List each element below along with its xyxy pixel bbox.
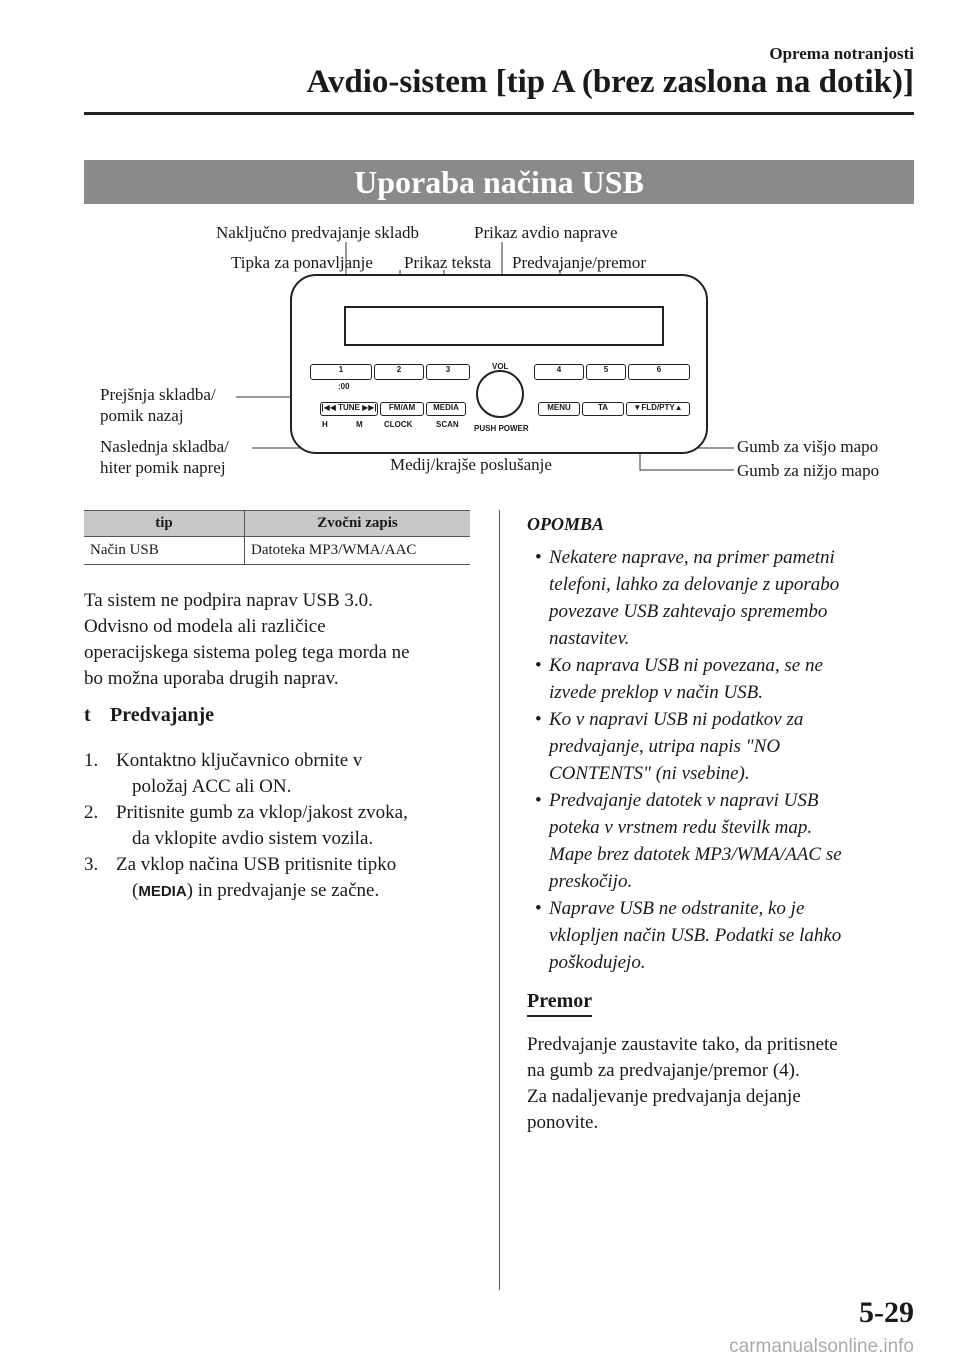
label-prev-track-2: pomik nazaj bbox=[100, 406, 184, 425]
pause-heading-underline bbox=[527, 1015, 592, 1017]
m-label: M bbox=[356, 420, 363, 429]
vol-label: VOL bbox=[492, 362, 509, 371]
table-cell-mode: Način USB bbox=[84, 537, 245, 565]
table-header-type: tip bbox=[84, 511, 245, 537]
label-repeat: Tipka za ponavljanje bbox=[231, 253, 373, 272]
preset-5-button[interactable]: 5 bbox=[586, 364, 626, 380]
table-header-format: Zvočni zapis bbox=[245, 511, 471, 537]
label-media: Medij/krajše poslušanje bbox=[390, 455, 552, 474]
push-power-label: PUSH POWER bbox=[474, 424, 529, 433]
display-screen bbox=[344, 306, 664, 346]
chapter-subtitle: Oprema notranjosti bbox=[769, 44, 914, 63]
folder-up-icon: ▲ bbox=[674, 403, 683, 412]
list-item: 3. Za vklop načina USB pritisnite tipko (MEDIA) in predvajanje se začne. bbox=[84, 854, 397, 901]
column-divider bbox=[499, 510, 500, 1290]
list-item: 2. Pritisnite gumb za vklop/jakost zvoka, da vklopite avdio sistem vozila. bbox=[84, 802, 408, 849]
section-banner: Uporaba načina USB bbox=[84, 160, 914, 204]
clock-label: CLOCK bbox=[384, 420, 413, 429]
preset-6-button[interactable]: 6 bbox=[628, 364, 690, 380]
header-rule bbox=[84, 112, 914, 115]
list-item: 1. Kontaktno ključavnico obrnite v položaj ACC ali ON. bbox=[84, 750, 363, 797]
list-item: • Predvajanje datotek v napravi USB poteka v vrstnem redu številk map. Mape brez datotek MP3/WMA/AAC se preskočijo. bbox=[535, 790, 842, 892]
preset-1-button[interactable]: 1 bbox=[310, 364, 372, 380]
fld-pty-label: FLD/PTY bbox=[641, 403, 675, 412]
watermark: carmanualsonline.info bbox=[729, 1336, 914, 1357]
page-number: 5-29 bbox=[859, 1296, 914, 1329]
audio-unit-diagram bbox=[0, 210, 960, 490]
h-label: H bbox=[322, 420, 328, 429]
label-folder-up: Gumb za višjo mapo bbox=[737, 437, 879, 456]
label-folder-down: Gumb za nižjo mapo bbox=[737, 461, 880, 480]
fld-pty-button[interactable] bbox=[626, 402, 690, 416]
format-table bbox=[84, 510, 470, 565]
preset-4-button[interactable]: 4 bbox=[534, 364, 584, 380]
list-item: • Nekatere naprave, na primer pametni telefoni, lahko za delovanje z uporabo povezave USB zahtevajo spremembo nastavitev. bbox=[535, 547, 840, 649]
media-button[interactable]: MEDIA bbox=[426, 402, 466, 416]
note-list bbox=[535, 544, 919, 976]
label-random-play: Naključno predvajanje skladb bbox=[216, 223, 419, 242]
label-prev-track-1: Prejšnja skladba/ bbox=[100, 385, 216, 404]
scan-label: SCAN bbox=[436, 420, 459, 429]
list-item: • Ko v napravi USB ni podatkov za predvajanje, utripa napis "NO CONTENTS" (ni vsebine). bbox=[535, 709, 804, 784]
tune-button[interactable] bbox=[320, 402, 378, 416]
label-next-track-1: Naslednja skladba/ bbox=[100, 437, 229, 456]
preset-3-button[interactable]: 3 bbox=[426, 364, 470, 380]
intro-paragraph: Ta sistem ne podpira naprav USB 3.0. Odvisno od modela ali različice operacijskega sistema poleg tega morda ne bo možna uporaba drugih naprav. bbox=[84, 590, 410, 689]
list-item: • Ko naprava USB ni povezana, se ne izvede preklop v način USB. bbox=[535, 655, 823, 703]
list-item: • Naprave USB ne odstranite, ko je vklopljen način USB. Podatki se lahko poškodujejo. bbox=[535, 898, 842, 973]
label-play-pause: Predvajanje/premor bbox=[512, 253, 647, 272]
steps-list bbox=[84, 748, 494, 904]
section-heading: Predvajanje bbox=[110, 704, 215, 726]
seek-back-icon: |◀◀ bbox=[321, 403, 336, 412]
preset-2-button[interactable]: 2 bbox=[374, 364, 424, 380]
volume-knob[interactable] bbox=[476, 370, 524, 418]
menu-button[interactable]: MENU bbox=[538, 402, 580, 416]
label-next-track-2: hiter pomik naprej bbox=[100, 458, 226, 477]
ta-button[interactable]: TA bbox=[582, 402, 624, 416]
note-heading: OPOMBA bbox=[527, 514, 605, 534]
pause-text: Predvajanje zaustavite tako, da pritisnete na gumb za predvajanje/premor (4). Za nadaljevanje predvajanja dejanje ponovite. bbox=[527, 1034, 838, 1133]
label-audio-display: Prikaz avdio naprave bbox=[474, 223, 618, 242]
seek-forward-icon: ▶▶| bbox=[362, 403, 377, 412]
table-cell-format: Datoteka MP3/WMA/AAC bbox=[245, 537, 471, 565]
section-marker: t bbox=[84, 704, 91, 726]
folder-down-icon: ▼ bbox=[633, 403, 642, 412]
colon-00-label: :00 bbox=[338, 382, 350, 391]
table-row bbox=[84, 537, 470, 565]
label-text-display: Prikaz teksta bbox=[404, 253, 492, 272]
chapter-title: Avdio-sistem [tip A (brez zaslona na dotik)] bbox=[306, 64, 914, 100]
media-key-icon: MEDIA bbox=[138, 883, 187, 900]
tune-label: TUNE bbox=[338, 403, 360, 412]
pause-heading: Premor bbox=[527, 990, 592, 1017]
fm-am-button[interactable]: FM/AM bbox=[380, 402, 424, 416]
